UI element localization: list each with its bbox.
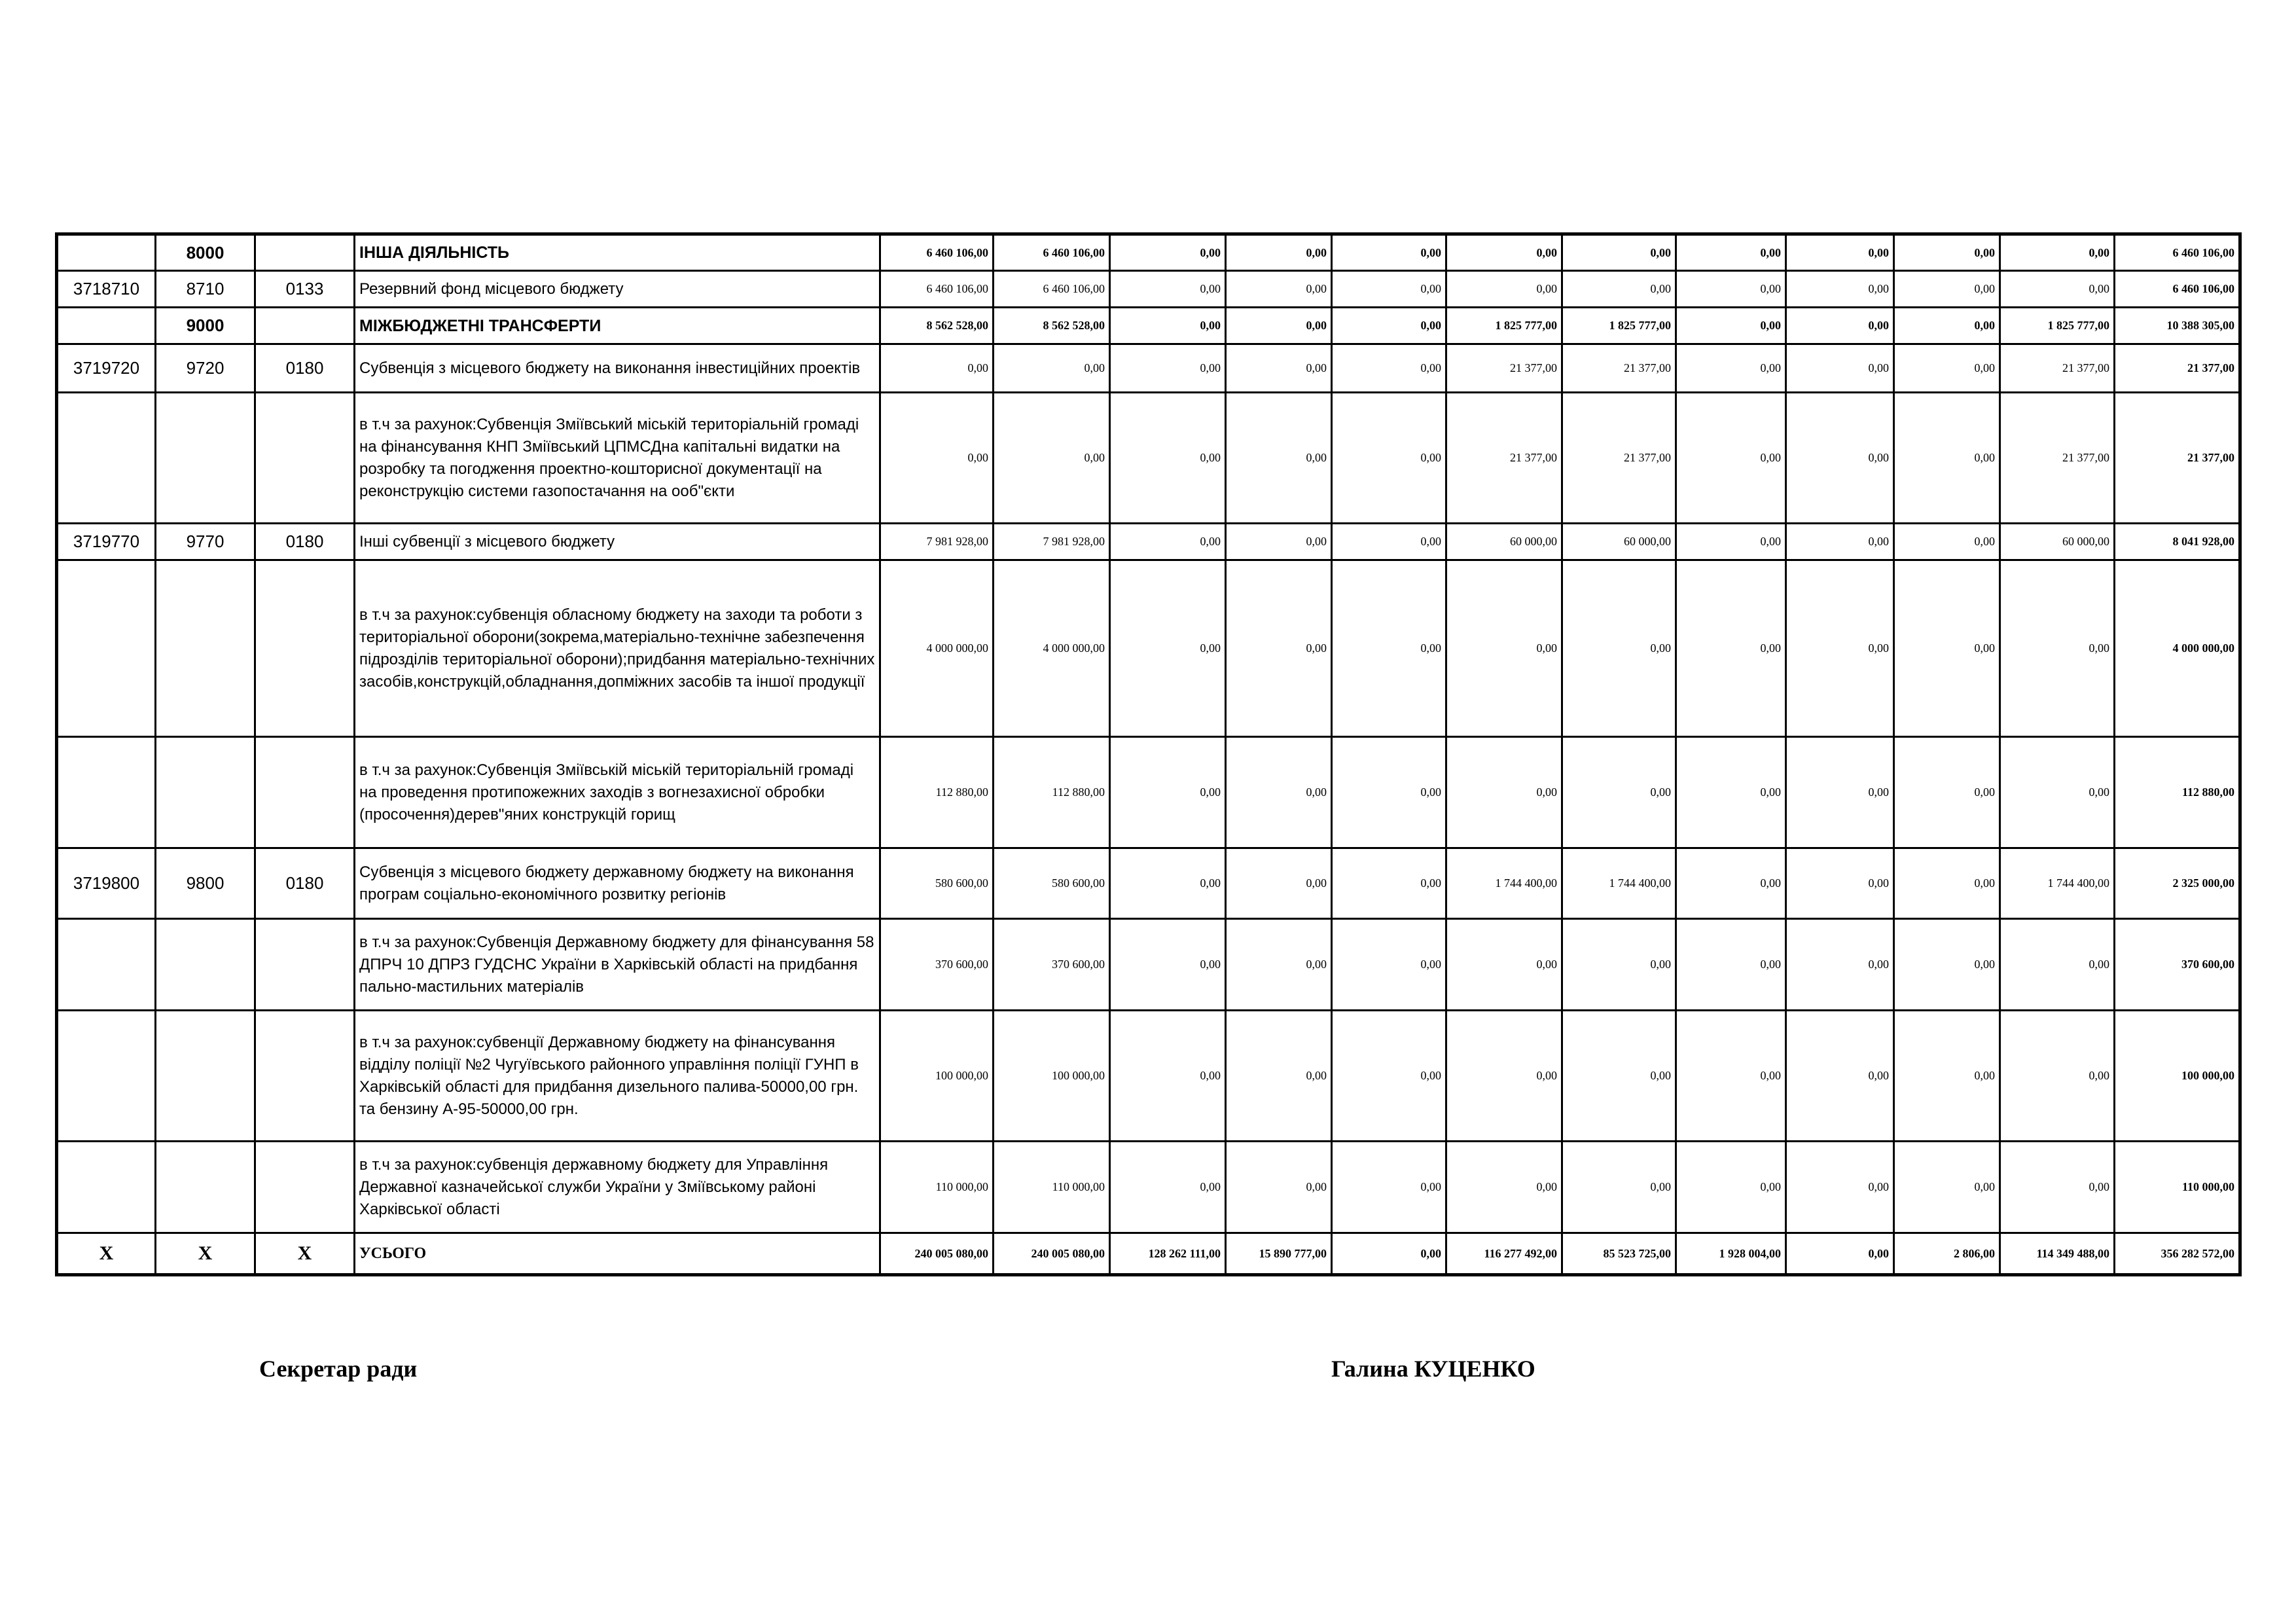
function-code-cell — [156, 737, 255, 848]
item-name-cell: в т.ч за рахунок:Субвенція Зміївський міській територіальній громаді на фінансування КНП Зміївський ЦПМСДна капітальні видатки на розробку та погодження проектно-кошторисної документації на реконструкцію системи газопостачання на ооб"єкти — [355, 393, 880, 524]
total-mark-cell: Х — [255, 1233, 355, 1275]
table-row — [57, 848, 2240, 919]
total-amount-cell: 1 928 004,00 — [1676, 1233, 1786, 1275]
amount-cell: 370 600,00 — [994, 919, 1110, 1011]
amount-cell: 0,00 — [1226, 560, 1332, 737]
program-code-cell — [57, 393, 156, 524]
amount-cell: 0,00 — [1226, 344, 1332, 393]
total-amount-cell: 240 005 080,00 — [880, 1233, 994, 1275]
amount-cell: 0,00 — [1226, 393, 1332, 524]
amount-cell: 0,00 — [1446, 919, 1562, 1011]
amount-cell: 0,00 — [1676, 344, 1786, 393]
amount-cell: 0,00 — [1786, 344, 1894, 393]
amount-cell: 0,00 — [2000, 234, 2115, 271]
amount-cell: 21 377,00 — [2000, 344, 2115, 393]
signature-position: Секретар ради — [259, 1356, 418, 1382]
amount-cell: 0,00 — [1110, 1142, 1226, 1233]
program-code-cell — [57, 919, 156, 1011]
total-amount-cell: 15 890 777,00 — [1226, 1233, 1332, 1275]
budget-table — [55, 232, 2242, 1276]
table-row — [57, 393, 2240, 524]
amount-cell: 0,00 — [1226, 1011, 1332, 1142]
amount-cell: 0,00 — [1786, 524, 1894, 560]
classification-code-cell — [255, 919, 355, 1011]
amount-cell: 1 825 777,00 — [1446, 308, 1562, 344]
amount-cell: 0,00 — [880, 393, 994, 524]
item-name-cell: ІНША ДІЯЛЬНІСТЬ — [355, 234, 880, 271]
amount-cell: 0,00 — [1786, 737, 1894, 848]
amount-cell: 0,00 — [2000, 271, 2115, 308]
amount-cell: 0,00 — [2000, 919, 2115, 1011]
amount-cell: 0,00 — [1786, 560, 1894, 737]
amount-cell: 0,00 — [2000, 1011, 2115, 1142]
amount-cell: 0,00 — [1332, 393, 1446, 524]
amount-cell: 21 377,00 — [1562, 344, 1676, 393]
amount-cell: 0,00 — [1226, 1142, 1332, 1233]
amount-cell: 0,00 — [1562, 737, 1676, 848]
amount-cell: 0,00 — [994, 393, 1110, 524]
amount-cell: 0,00 — [1226, 524, 1332, 560]
amount-cell: 60 000,00 — [1446, 524, 1562, 560]
amount-cell: 21 377,00 — [1562, 393, 1676, 524]
function-code-cell — [156, 393, 255, 524]
function-code-cell: 8710 — [156, 271, 255, 308]
amount-cell: 112 880,00 — [2115, 737, 2240, 848]
amount-cell: 0,00 — [1332, 308, 1446, 344]
amount-cell: 21 377,00 — [1446, 393, 1562, 524]
amount-cell: 112 880,00 — [880, 737, 994, 848]
amount-cell: 0,00 — [1894, 234, 2000, 271]
amount-cell: 0,00 — [1110, 1011, 1226, 1142]
amount-cell: 10 388 305,00 — [2115, 308, 2240, 344]
amount-cell: 1 825 777,00 — [1562, 308, 1676, 344]
amount-cell: 0,00 — [1332, 524, 1446, 560]
amount-cell: 1 744 400,00 — [1446, 848, 1562, 919]
program-code-cell — [57, 737, 156, 848]
amount-cell: 8 562 528,00 — [880, 308, 994, 344]
classification-code-cell — [255, 1142, 355, 1233]
classification-code-cell: 0180 — [255, 344, 355, 393]
amount-cell: 6 460 106,00 — [994, 271, 1110, 308]
amount-cell: 0,00 — [1676, 1142, 1786, 1233]
amount-cell: 0,00 — [1786, 393, 1894, 524]
item-name-cell: в т.ч за рахунок:субвенція державному бюджету для Управління Державної казначейської служби України у Зміївському районі Харківської області — [355, 1142, 880, 1233]
classification-code-cell — [255, 737, 355, 848]
amount-cell: 0,00 — [1562, 1011, 1676, 1142]
amount-cell: 0,00 — [1676, 1011, 1786, 1142]
amount-cell: 0,00 — [1786, 1142, 1894, 1233]
amount-cell: 0,00 — [1894, 271, 2000, 308]
amount-cell: 0,00 — [1110, 308, 1226, 344]
total-mark-cell: Х — [156, 1233, 255, 1275]
amount-cell: 0,00 — [1786, 271, 1894, 308]
table-row — [57, 1142, 2240, 1233]
amount-cell: 0,00 — [1786, 919, 1894, 1011]
amount-cell: 0,00 — [1562, 1142, 1676, 1233]
total-amount-cell: 85 523 725,00 — [1562, 1233, 1676, 1275]
amount-cell: 0,00 — [1110, 560, 1226, 737]
function-code-cell — [156, 1142, 255, 1233]
table-row — [57, 308, 2240, 344]
amount-cell: 0,00 — [1110, 919, 1226, 1011]
function-code-cell: 9770 — [156, 524, 255, 560]
amount-cell: 0,00 — [1226, 919, 1332, 1011]
amount-cell: 6 460 106,00 — [880, 271, 994, 308]
amount-cell: 7 981 928,00 — [994, 524, 1110, 560]
amount-cell: 100 000,00 — [994, 1011, 1110, 1142]
item-name-cell: в т.ч за рахунок:субвенції Державному бюджету на фінансування відділу поліції №2 Чугуївського районного управління поліції ГУНП в Харківській області для придбання дизельного палива-50000,00 грн. та бензину А-95-50000,00 грн. — [355, 1011, 880, 1142]
amount-cell: 0,00 — [1562, 560, 1676, 737]
amount-cell: 2 325 000,00 — [2115, 848, 2240, 919]
amount-cell: 0,00 — [1332, 1142, 1446, 1233]
amount-cell: 0,00 — [1894, 560, 2000, 737]
table-row — [57, 919, 2240, 1011]
amount-cell: 0,00 — [1562, 234, 1676, 271]
function-code-cell: 9800 — [156, 848, 255, 919]
amount-cell: 0,00 — [1786, 308, 1894, 344]
total-amount-cell: 240 005 080,00 — [994, 1233, 1110, 1275]
table-row — [57, 271, 2240, 308]
amount-cell: 0,00 — [1894, 1142, 2000, 1233]
amount-cell: 0,00 — [1446, 1142, 1562, 1233]
amount-cell: 0,00 — [1446, 560, 1562, 737]
program-code-cell — [57, 560, 156, 737]
amount-cell: 0,00 — [1332, 848, 1446, 919]
amount-cell: 0,00 — [1676, 271, 1786, 308]
amount-cell: 0,00 — [1894, 737, 2000, 848]
function-code-cell: 9720 — [156, 344, 255, 393]
amount-cell: 21 377,00 — [2000, 393, 2115, 524]
program-code-cell — [57, 1142, 156, 1233]
total-amount-cell: 114 349 488,00 — [2000, 1233, 2115, 1275]
table-row — [57, 1011, 2240, 1142]
amount-cell: 0,00 — [1110, 344, 1226, 393]
total-label-cell: УСЬОГО — [355, 1233, 880, 1275]
amount-cell: 0,00 — [1786, 234, 1894, 271]
amount-cell: 1 825 777,00 — [2000, 308, 2115, 344]
amount-cell: 110 000,00 — [2115, 1142, 2240, 1233]
amount-cell: 0,00 — [1110, 271, 1226, 308]
amount-cell: 0,00 — [1332, 1011, 1446, 1142]
amount-cell: 0,00 — [1226, 848, 1332, 919]
amount-cell: 0,00 — [1676, 308, 1786, 344]
amount-cell: 0,00 — [1676, 919, 1786, 1011]
program-code-cell: 3719720 — [57, 344, 156, 393]
amount-cell: 60 000,00 — [2000, 524, 2115, 560]
table-row — [57, 524, 2240, 560]
item-name-cell: Інші субвенції з місцевого бюджету — [355, 524, 880, 560]
amount-cell: 0,00 — [1894, 919, 2000, 1011]
amount-cell: 1 744 400,00 — [1562, 848, 1676, 919]
classification-code-cell: 0180 — [255, 848, 355, 919]
amount-cell: 0,00 — [1332, 560, 1446, 737]
amount-cell: 7 981 928,00 — [880, 524, 994, 560]
amount-cell: 0,00 — [1332, 919, 1446, 1011]
item-name-cell: в т.ч за рахунок:субвенція обласному бюджету на заходи та роботи з територіальної оборони(зокрема,матеріально-технічне забезпечення підрозділів територіальної оборони);придбання матеріально-технічних засобів,конструкцій,обладнання,допміжних засобів та іншої продукції — [355, 560, 880, 737]
amount-cell: 0,00 — [1676, 393, 1786, 524]
amount-cell: 0,00 — [1676, 737, 1786, 848]
amount-cell: 4 000 000,00 — [994, 560, 1110, 737]
table-row — [57, 234, 2240, 271]
amount-cell: 0,00 — [1894, 393, 2000, 524]
program-code-cell: 3719800 — [57, 848, 156, 919]
amount-cell: 0,00 — [1894, 524, 2000, 560]
amount-cell: 0,00 — [1446, 234, 1562, 271]
item-name-cell: Субвенція з місцевого бюджету на виконання інвестиційних проектів — [355, 344, 880, 393]
amount-cell: 1 744 400,00 — [2000, 848, 2115, 919]
program-code-cell — [57, 308, 156, 344]
amount-cell: 0,00 — [1226, 737, 1332, 848]
total-amount-cell: 128 262 111,00 — [1110, 1233, 1226, 1275]
classification-code-cell: 0133 — [255, 271, 355, 308]
item-name-cell: в т.ч за рахунок:Субвенція Зміївській міській територіальній громаді на проведення протипожежних заходів з вогнезахисної обробки (просочення)дерев"яних конструкцій горищ — [355, 737, 880, 848]
total-amount-cell: 0,00 — [1786, 1233, 1894, 1275]
amount-cell: 0,00 — [1332, 271, 1446, 308]
amount-cell: 0,00 — [1332, 234, 1446, 271]
classification-code-cell — [255, 393, 355, 524]
table-row — [57, 560, 2240, 737]
classification-code-cell: 0180 — [255, 524, 355, 560]
program-code-cell: 3718710 — [57, 271, 156, 308]
total-amount-cell: 116 277 492,00 — [1446, 1233, 1562, 1275]
amount-cell: 0,00 — [1786, 1011, 1894, 1142]
function-code-cell — [156, 919, 255, 1011]
function-code-cell: 9000 — [156, 308, 255, 344]
function-code-cell — [156, 1011, 255, 1142]
amount-cell: 0,00 — [1894, 308, 2000, 344]
total-amount-cell: 2 806,00 — [1894, 1233, 2000, 1275]
amount-cell: 4 000 000,00 — [2115, 560, 2240, 737]
amount-cell: 0,00 — [1110, 848, 1226, 919]
total-amount-cell: 0,00 — [1332, 1233, 1446, 1275]
program-code-cell: 3719770 — [57, 524, 156, 560]
amount-cell: 0,00 — [1894, 1011, 2000, 1142]
table-row — [57, 737, 2240, 848]
amount-cell: 0,00 — [2000, 737, 2115, 848]
program-code-cell — [57, 1011, 156, 1142]
amount-cell: 6 460 106,00 — [2115, 271, 2240, 308]
amount-cell: 370 600,00 — [2115, 919, 2240, 1011]
amount-cell: 0,00 — [1676, 524, 1786, 560]
amount-cell: 580 600,00 — [880, 848, 994, 919]
program-code-cell — [57, 234, 156, 271]
amount-cell: 0,00 — [1676, 560, 1786, 737]
amount-cell: 112 880,00 — [994, 737, 1110, 848]
amount-cell: 0,00 — [1110, 234, 1226, 271]
amount-cell: 0,00 — [1786, 848, 1894, 919]
amount-cell: 580 600,00 — [994, 848, 1110, 919]
amount-cell: 8 562 528,00 — [994, 308, 1110, 344]
amount-cell: 0,00 — [880, 344, 994, 393]
amount-cell: 0,00 — [994, 344, 1110, 393]
classification-code-cell — [255, 308, 355, 344]
amount-cell: 370 600,00 — [880, 919, 994, 1011]
amount-cell: 60 000,00 — [1562, 524, 1676, 560]
amount-cell: 21 377,00 — [2115, 393, 2240, 524]
amount-cell: 0,00 — [1562, 271, 1676, 308]
amount-cell: 110 000,00 — [880, 1142, 994, 1233]
signature-person: Галина КУЦЕНКО — [1331, 1356, 1535, 1382]
classification-code-cell — [255, 560, 355, 737]
amount-cell: 100 000,00 — [2115, 1011, 2240, 1142]
amount-cell: 0,00 — [1226, 271, 1332, 308]
item-name-cell: Субвенція з місцевого бюджету державному бюджету на виконання програм соціально-економічного розвитку регіонів — [355, 848, 880, 919]
item-name-cell: Резервний фонд місцевого бюджету — [355, 271, 880, 308]
amount-cell: 0,00 — [1332, 344, 1446, 393]
function-code-cell: 8000 — [156, 234, 255, 271]
classification-code-cell — [255, 234, 355, 271]
amount-cell: 0,00 — [1894, 344, 2000, 393]
amount-cell: 0,00 — [1226, 234, 1332, 271]
total-row — [57, 1233, 2240, 1275]
amount-cell: 0,00 — [2000, 560, 2115, 737]
amount-cell: 0,00 — [2000, 1142, 2115, 1233]
amount-cell: 4 000 000,00 — [880, 560, 994, 737]
amount-cell: 0,00 — [1226, 308, 1332, 344]
amount-cell: 100 000,00 — [880, 1011, 994, 1142]
amount-cell: 110 000,00 — [994, 1142, 1110, 1233]
table-row — [57, 344, 2240, 393]
amount-cell: 0,00 — [1676, 234, 1786, 271]
amount-cell: 21 377,00 — [1446, 344, 1562, 393]
amount-cell: 0,00 — [1332, 737, 1446, 848]
item-name-cell: в т.ч за рахунок:Субвенція Державному бюджету для фінансування 58 ДПРЧ 10 ДПРЗ ГУДСНС України в Харківській області на придбання пально-мастильних матеріалів — [355, 919, 880, 1011]
amount-cell: 0,00 — [1110, 737, 1226, 848]
item-name-cell: МІЖБЮДЖЕТНІ ТРАНСФЕРТИ — [355, 308, 880, 344]
function-code-cell — [156, 560, 255, 737]
amount-cell: 0,00 — [1562, 919, 1676, 1011]
amount-cell: 0,00 — [1446, 737, 1562, 848]
amount-cell: 21 377,00 — [2115, 344, 2240, 393]
total-mark-cell: Х — [57, 1233, 156, 1275]
amount-cell: 0,00 — [1446, 1011, 1562, 1142]
amount-cell: 6 460 106,00 — [880, 234, 994, 271]
amount-cell: 6 460 106,00 — [994, 234, 1110, 271]
amount-cell: 0,00 — [1110, 524, 1226, 560]
classification-code-cell — [255, 1011, 355, 1142]
total-amount-cell: 356 282 572,00 — [2115, 1233, 2240, 1275]
amount-cell: 8 041 928,00 — [2115, 524, 2240, 560]
amount-cell: 0,00 — [1676, 848, 1786, 919]
amount-cell: 0,00 — [1894, 848, 2000, 919]
amount-cell: 0,00 — [1110, 393, 1226, 524]
amount-cell: 0,00 — [1446, 271, 1562, 308]
amount-cell: 6 460 106,00 — [2115, 234, 2240, 271]
